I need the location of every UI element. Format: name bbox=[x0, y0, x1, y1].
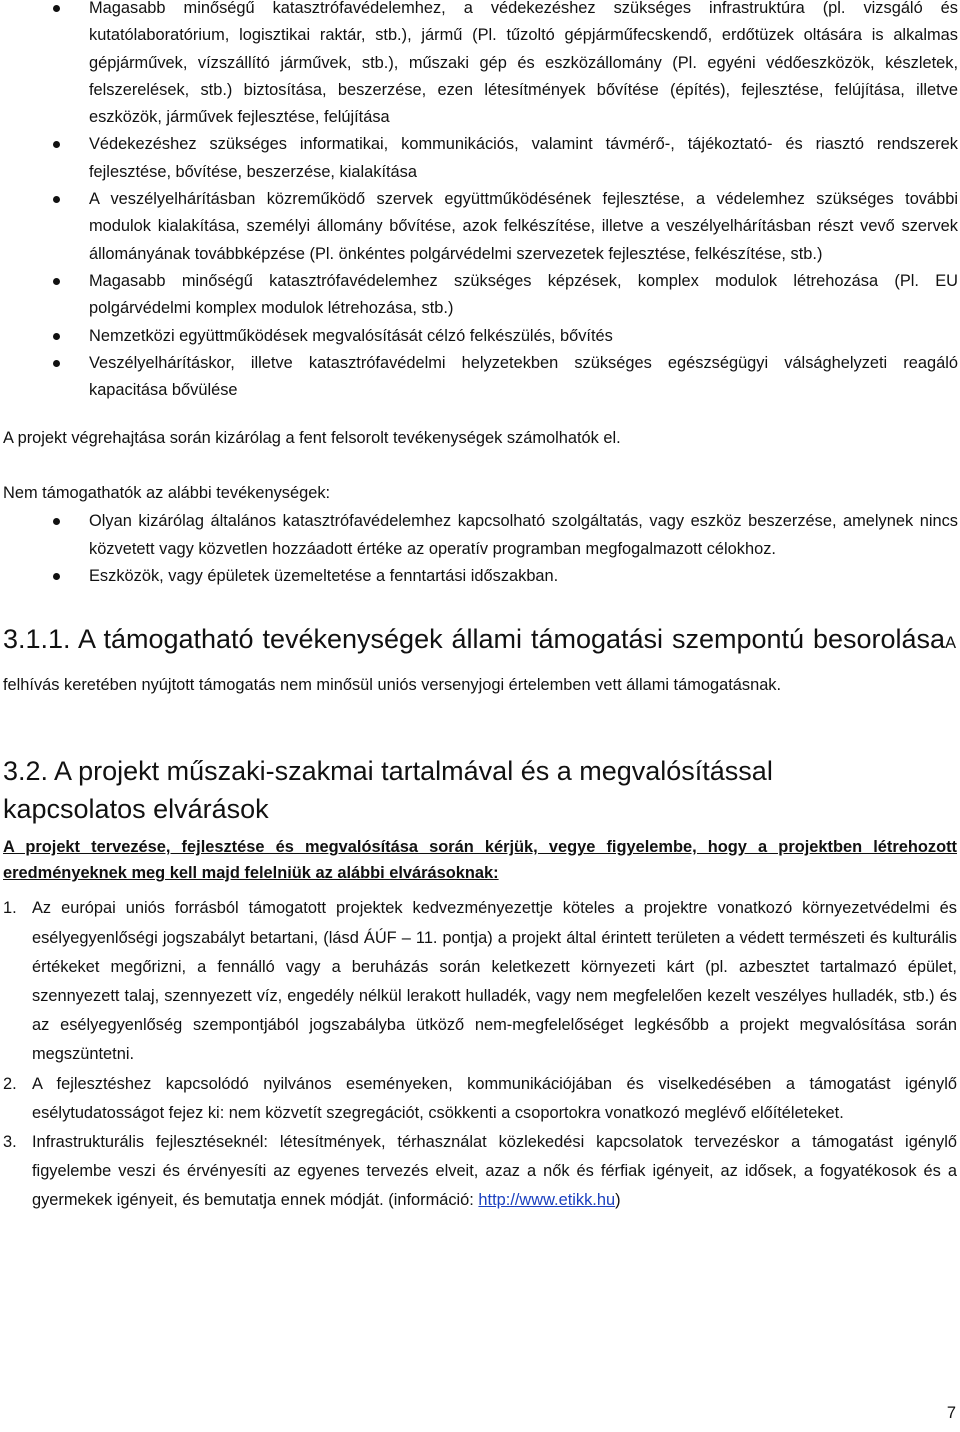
page-number: 7 bbox=[946, 1404, 956, 1422]
list-item: Magasabb minőségű katasztrófavédelemhez szükséges képzések, komplex modulok létrehozása (Pl. EU polgárvédelmi komplex modulok létrehozása, stb.) bbox=[0, 268, 960, 323]
etikk-link[interactable]: http://www.etikk.hu bbox=[478, 1191, 616, 1210]
list-item: Eszközök, vagy épületek üzemeltetése a fenntartási időszakban. bbox=[0, 563, 960, 590]
bullet-icon bbox=[53, 196, 60, 203]
list-item: 3. Infrastrukturális fejlesztéseknél: létesítmények, térhasználat közlekedési kapcsolatok tervezéskor a támogatást igénylő figyelembe veszi és érvényesíti az egyenes tervezés elveit, azaz a nők és férfiak igényeit, az idősek, a fogyatékosok és a gyermekek igényeit, és bemutatja ennek módját. (információ: http://www.etikk.hu) bbox=[3, 1132, 957, 1210]
section-3-1-1-text: A felhívás keretében nyújtott támogatás nem minősül uniós versenyjogi értelemben vett állami támogatásnak. bbox=[3, 634, 956, 695]
list-item: 1. Az európai uniós forrásból támogatott projektek kedvezményezettje köteles a projektre vonatkozó környezetvédelmi és esélyegyenlőségi jogszabályt betartani, (lásd ÁÚF – 11. pontja) a projekt által érintett területen a védett természeti és kulturális értékeket megőrizni, a fennálló vagy a beruházás során keletkezett környezeti kárt (pl. azbesztet tartalmazó épület, szennyezett talaj, szennyezett víz, engedély nélkül lerakott hulladék, vagy nem megfelelően kezelt veszélyes hulladék, stb.) és az esélyegyenlőség szempontjából jogszabályba ütköző nem-megfelelőséget legkésőbb a projekt megvalósítása során megszüntetni. bbox=[3, 899, 957, 1064]
section-3-1-1 bbox=[0, 620, 960, 704]
list-item: Olyan kizárólag általános katasztrófavédelemhez kapcsolható szolgáltatás, vagy eszköz beszerzése, amelynek nincs közvetett vagy közvetlen hozzáadott értéke az operatív programban megfogalmazott célokhoz. bbox=[0, 508, 960, 563]
bullet-icon bbox=[53, 333, 60, 340]
bullet-icon bbox=[53, 360, 60, 367]
list-item: A veszélyelhárításban közreműködő szervek együttműködésének fejlesztése, a védelemhez szükséges további modulok kialakítása, személyi állomány bővítése, azok felkészítése, illetve a veszélyelhárításban részt vevő szervek állományának továbbképzése (Pl. önkéntes polgárvédelmi szervezetek fejlesztése, felkészítése, stb.) bbox=[0, 186, 960, 268]
list-item: 2. A fejlesztéshez kapcsolódó nyilvános eseményeken, kommunikációjában és viselkedésében a támogatást igénylő esélytudatosságot fejez ki: nem közvetít szegregációt, csökkenti a csoportokra vonatkozó meglévő előítéleteket. bbox=[3, 1074, 957, 1122]
bullet-icon bbox=[53, 518, 60, 525]
section-3-1-1-heading: 3.1.1. A támogatható tevékenységek állami támogatási szempontú besorolása bbox=[3, 624, 946, 655]
list-item: Veszélyelhárításkor, illetve katasztrófavédelmi helyzetekben szükséges egészségügyi válsághelyzeti reagáló kapacitása bővülése bbox=[0, 350, 960, 405]
section-3-2-heading: 3.2. A projekt műszaki-szakmai tartalmával és a megvalósítással kapcsolatos elvárások bbox=[3, 756, 773, 825]
eligible-costs-note: A projekt végrehajtása során kizárólag a fent felsorolt tevékenységek számolhatók el. bbox=[3, 429, 621, 448]
list-item: Nemzetközi együttműködések megvalósítását célzó felkészülés, bővítés bbox=[0, 323, 960, 350]
not-supported-heading: Nem támogathatók az alábbi tevékenységek: bbox=[3, 484, 331, 503]
bullet-icon bbox=[53, 141, 60, 148]
bullet-icon bbox=[53, 278, 60, 285]
not-supported-list bbox=[0, 508, 960, 590]
bullet-icon bbox=[53, 573, 60, 580]
list-item: Magasabb minőségű katasztrófavédelemhez, a védekezéshez szükséges infrastruktúra (pl. vizsgáló és kutatólaboratórium, logisztikai raktár, stb.), jármű (Pl. tűzoltó gépjárműfecskendő, erdőtüzek oltására is alkalmas gépjárművek, vízszállító járművek, stb.), műszaki gép és eszközállomány (Pl. egyéni védőeszközök, készletek, felszerelések, stb.) biztosítása, beszerzése, ezen létesítmények bővítése (építés), fejlesztése, felújítása, illetve eszközök, járművek fejlesztése, felújítása bbox=[0, 0, 960, 131]
requirements-intro: A projekt tervezése, fejlesztése és megvalósítása során kérjük, vegye figyelembe, hogy a projektben létrehozott eredményeknek meg kell majd felelniük az alábbi elvárásoknak: bbox=[3, 838, 957, 883]
activity-list bbox=[0, 0, 960, 404]
list-item: Védekezéshez szükséges informatikai, kommunikációs, valamint távmérő-, tájékoztató- és riasztó rendszerek fejlesztése, bővítése, beszerzése, kialakítása bbox=[0, 131, 960, 186]
bullet-icon bbox=[53, 5, 60, 12]
requirements-list bbox=[0, 894, 960, 1215]
